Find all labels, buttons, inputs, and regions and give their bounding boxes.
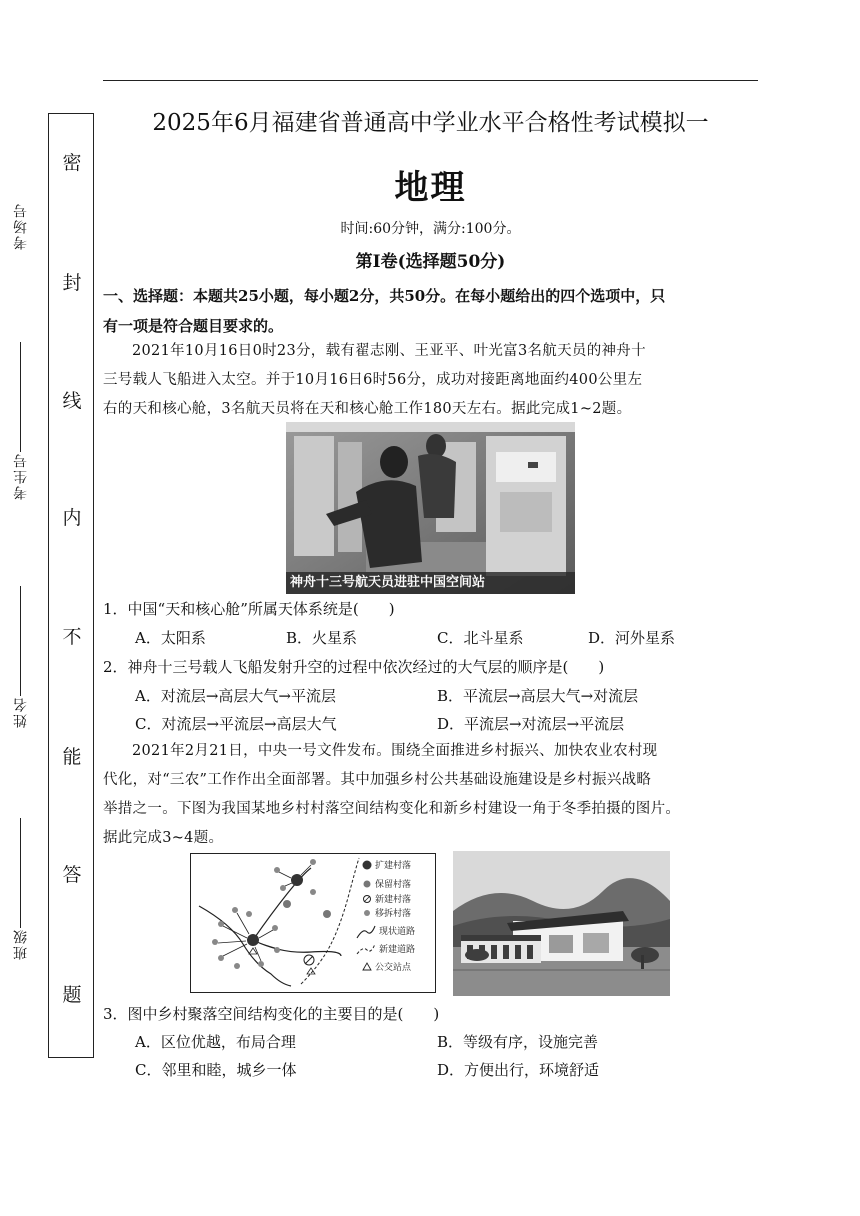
q2-option-a[interactable]: A．对流层→高层大气→平流层 [135,687,336,705]
student-id-label: 考生号 [13,452,29,500]
class-field[interactable] [8,800,34,960]
expanded-village [247,934,259,946]
student-id-line [21,342,22,452]
kept-village [323,910,331,918]
passage-line: 三号载人飞船进入太空。并于10月16日6时56分，成功对接距离地面约400公里左 [103,372,643,388]
expanded-village [291,874,303,886]
exam-room-field[interactable] [8,190,34,250]
legend-label: 保留村落 [375,880,412,890]
name-line [21,586,22,696]
photo-caption: 神舟十三号航天员进驻中国空间站 [286,572,575,594]
exam-title: 2025年6月福建省普通高中学业水平合格性考试模拟一 [152,110,709,136]
passage-1 [103,337,771,424]
seal-char: 能 [62,746,82,768]
q3-option-b[interactable]: B．等级有序，设施完善 [437,1033,599,1051]
existing-road [253,940,341,956]
question-1-stem: 1．中国“天和核心舱”所属天体系统是( ) [103,600,395,618]
instruction-line: 一、选择题：本题共25小题，每小题2分，共50分。在每小题给出的四个选项中，只 [103,287,666,305]
passage-line: 2021年10月16日0时23分，载有翟志刚、王亚平、叶光富3名航天员的神舟十 [132,343,646,359]
new-village-photo [453,851,670,996]
name-field[interactable] [8,568,34,728]
class-line [21,818,22,928]
q3-option-d[interactable]: D．方便出行，环境舒适 [437,1061,600,1079]
time-info: 时间:60分钟，满分:100分。 [340,221,521,237]
subject-title: 地理 [394,168,467,208]
q1-option-c[interactable]: C．北斗星系 [437,629,524,647]
exam-room-label: 考场号 [13,202,29,250]
settlement-map-svg [191,854,435,992]
class-label: 班级 [13,928,29,960]
top-rule [103,80,758,81]
seal-char: 封 [62,272,82,294]
section-heading: 第I卷(选择题50分) [355,252,506,272]
name-label: 姓名 [13,696,29,728]
q1-option-a[interactable]: A．太阳系 [135,629,206,647]
q3-option-a[interactable]: A．区位优越，布局合理 [135,1033,296,1051]
passage-line: 右的天和核心舱，3名航天员将在天和核心舱工作180天左右。据此完成1~2题。 [103,401,632,417]
legend-label: 新建道路 [379,945,416,955]
instruction-line: 有一项是符合题目要求的。 [103,317,284,335]
seal-char: 密 [62,152,82,174]
passage-line: 据此完成3~4题。 [103,830,224,846]
q3-option-c[interactable]: C．邻里和睦，城乡一体 [135,1061,297,1079]
passage-line: 举措之一。下图为我国某地乡村村落空间结构变化和新乡村建设一角于冬季拍摄的图片。 [103,801,681,817]
existing-road [199,906,291,986]
student-id-field[interactable] [8,320,34,500]
q2-option-d[interactable]: D．平流层→对流层→平流层 [437,715,625,733]
new-village-photo-art [453,851,670,996]
legend-label: 新建村落 [375,895,412,905]
legend-label: 公交站点 [375,963,412,973]
question-2-stem: 2．神舟十三号载人飞船发射升空的过程中依次经过的大气层的顺序是( ) [103,658,605,676]
seal-char: 内 [62,507,82,529]
question-3-stem: 3．图中乡村聚落空间结构变化的主要目的是( ) [103,1005,440,1023]
space-station-photo [286,422,575,594]
q1-option-d[interactable]: D．河外星系 [588,629,676,647]
section-instruction [103,281,768,341]
passage-line: 代化，对“三农”工作作出全面部署。其中加强乡村公共基础设施建设是乡村振兴战略 [103,772,652,788]
seal-char: 题 [62,984,82,1006]
seal-char: 不 [62,626,82,648]
passage-line: 2021年2月21日，中央一号文件发布。围绕全面推进乡村振兴、加快农业农村现 [132,743,658,759]
settlement-map [190,853,436,993]
legend-label: 移拆村落 [375,909,412,919]
seal-line-box [48,113,94,1058]
seal-char: 线 [62,390,82,412]
passage-2 [103,737,771,853]
legend-label: 扩建村落 [375,861,412,871]
kept-village [283,900,291,908]
q1-option-b[interactable]: B．火星系 [286,629,358,647]
legend-label: 现状道路 [379,927,416,937]
seal-char: 答 [62,864,82,886]
q2-option-b[interactable]: B．平流层→高层大气→对流层 [437,687,639,705]
q2-option-c[interactable]: C．对流层→平流层→高层大气 [135,715,337,733]
space-station-photo-art [286,422,575,594]
